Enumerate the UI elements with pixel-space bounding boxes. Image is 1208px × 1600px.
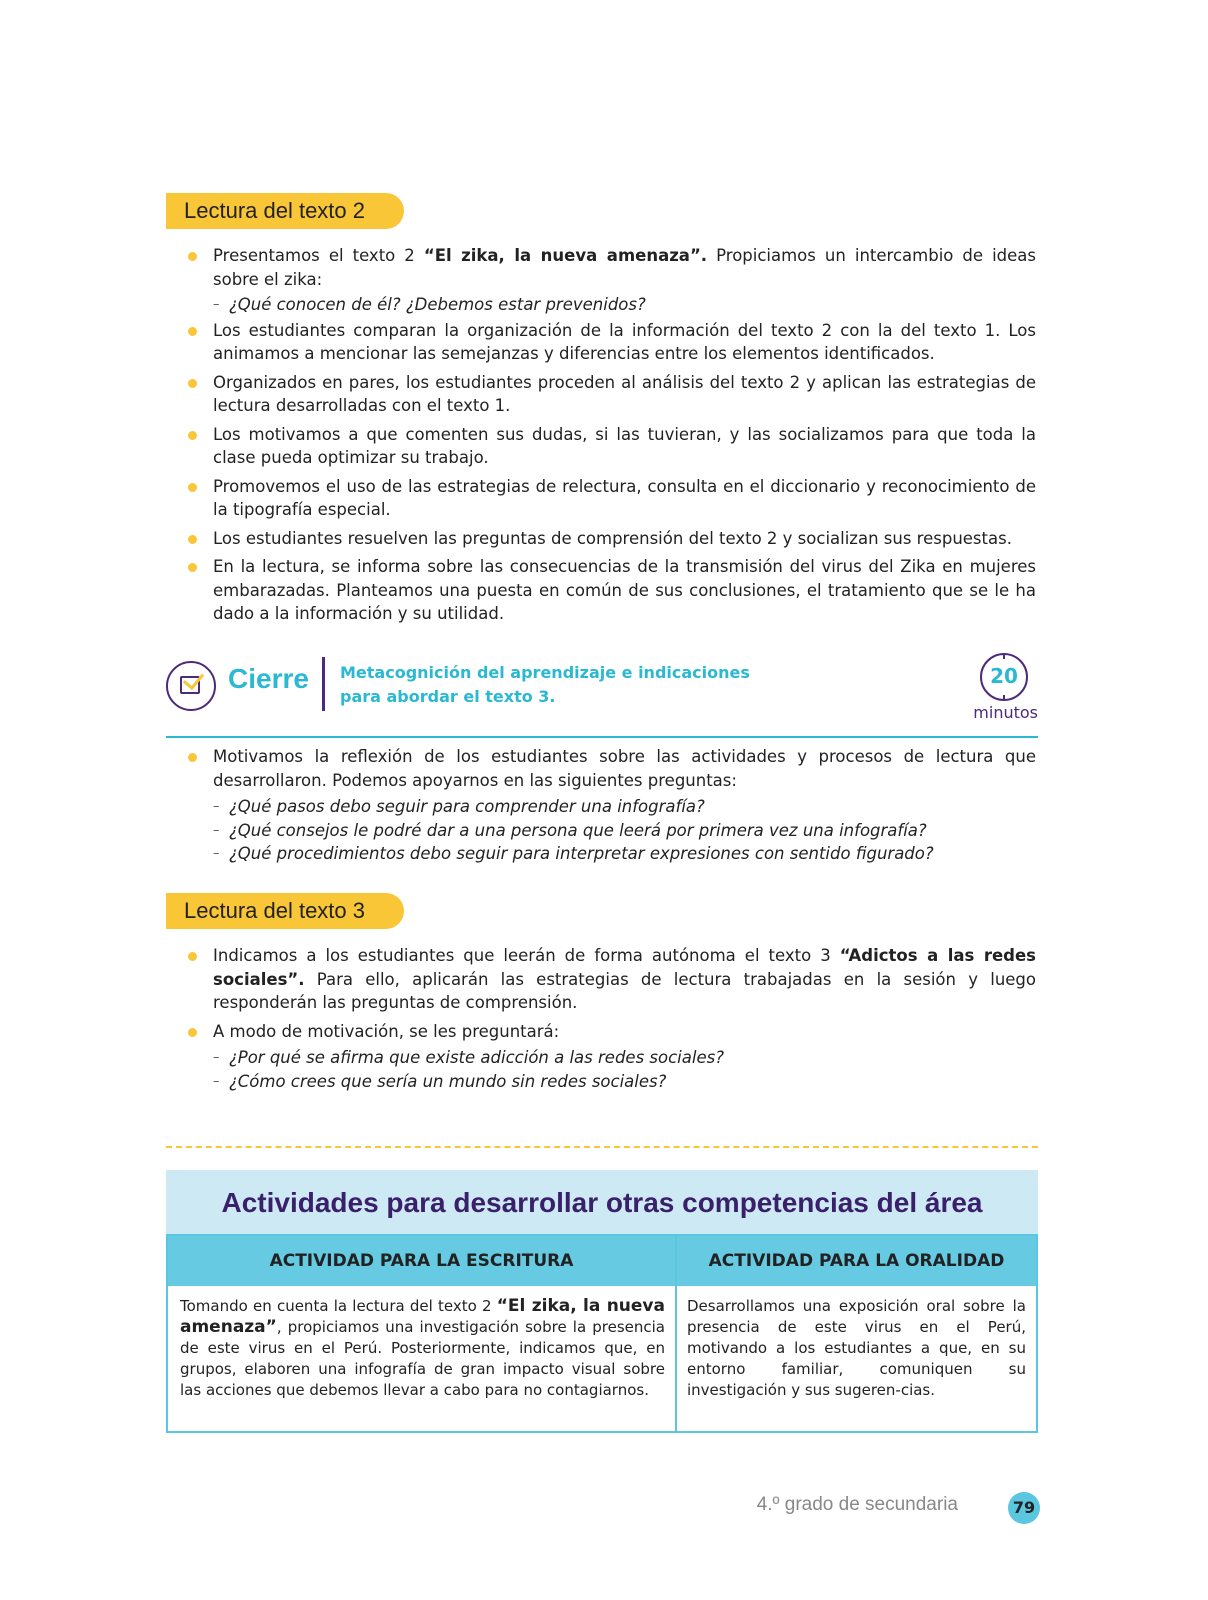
cierre-list bbox=[188, 745, 1036, 866]
section-tag-texto-2: Lectura del texto 2 bbox=[166, 193, 404, 229]
list-item: Los estudiantes comparan la organización de la información del texto 2 con la del texto 1. Los animamos a mencionar las semejanzas y diferencias entre los elementos identificados. bbox=[188, 319, 1036, 366]
list-item: Motivamos la reflexión de los estudiantes sobre las actividades y procesos de lectura que desarrollaron. Podemos apoyarnos en las siguientes preguntas: bbox=[188, 745, 1036, 792]
column-divider bbox=[675, 1236, 677, 1433]
divider bbox=[166, 736, 1038, 738]
list-item: Los motivamos a que comenten sus dudas, si las tuvieran, y las socializamos para que toda la clase pueda optimizar su trabajo. bbox=[188, 423, 1036, 470]
list-item: Promovemos el uso de las estrategias de relectura, consulta en el diccionario y reconocimiento de la tipografía especial. bbox=[188, 475, 1036, 522]
list-item: A modo de motivación, se les preguntará: bbox=[188, 1020, 1036, 1044]
question: – ¿Qué conocen de él? ¿Debemos estar prevenidos? bbox=[213, 293, 1036, 317]
activities-box bbox=[166, 1170, 1038, 1433]
list-item: Los estudiantes resuelven las preguntas de comprensión del texto 2 y socializan sus respuestas. bbox=[188, 527, 1036, 551]
checkbox-icon bbox=[166, 661, 216, 711]
cell-escritura: Tomando en cuenta la lectura del texto 2 “El zika, la nueva amenaza”, propiciamos una investigación sobre la presencia de este virus en el Perú. Posteriormente, indicamos que, en grupos, elaboren una infografía de gran impacto visual sobre las acciones que debemos llevar a cabo para no contagiarnos. bbox=[180, 1296, 665, 1399]
timer-icon: 20 bbox=[980, 653, 1028, 701]
column-header-oralidad: ACTIVIDAD PARA LA ORALIDAD bbox=[677, 1236, 1036, 1286]
activities-table bbox=[166, 1234, 1038, 1433]
texto-2-list bbox=[188, 244, 1036, 631]
list-item: Organizados en pares, los estudiantes proceden al análisis del texto 2 y aplican las estrategias de lectura desarrolladas con el texto 1. bbox=[188, 371, 1036, 418]
column-header-escritura: ACTIVIDAD PARA LA ESCRITURA bbox=[168, 1236, 675, 1286]
question: – ¿Qué procedimientos debo seguir para interpretar expresiones con sentido figurado? bbox=[213, 842, 1036, 866]
list-item: Indicamos a los estudiantes que leerán de forma autónoma el texto 3 “Adictos a las redes sociales”. Para ello, aplicarán las estrategias de lectura trabajadas en la sesión y luego responderán las preguntas de comprensión. bbox=[188, 944, 1036, 1015]
cierre-header bbox=[166, 657, 1038, 752]
cierre-description: Metacognición del aprendizaje e indicaciones para abordar el texto 3. bbox=[340, 663, 750, 706]
question: – ¿Por qué se afirma que existe adicción a las redes sociales? bbox=[213, 1046, 1036, 1070]
texto-3-list bbox=[188, 944, 1036, 1093]
cell-oralidad: Desarrollamos una exposición oral sobre la presencia de este virus en el Perú, motivando a los estudiantes a que, en su entorno familiar, comuniquen su investigación y sus sugeren-cias. bbox=[687, 1297, 1026, 1399]
page-number: 79 bbox=[1008, 1492, 1040, 1524]
question: – ¿Cómo crees que sería un mundo sin redes sociales? bbox=[213, 1070, 1036, 1094]
cierre-title: Cierre bbox=[228, 663, 309, 694]
activities-title: Actividades para desarrollar otras competencias del área bbox=[166, 1170, 1038, 1234]
footer-grade: 4.º grado de secundaria bbox=[756, 1494, 958, 1515]
list-item: En la lectura, se informa sobre las consecuencias de la transmisión del virus del Zika en mujeres embarazadas. Planteamos una puesta en común de sus conclusiones, el tratamiento que se le ha dado a la información y su utilidad. bbox=[188, 555, 1036, 626]
section-tag-texto-3: Lectura del texto 3 bbox=[166, 893, 404, 929]
timer-unit: minutos bbox=[973, 703, 1038, 722]
list-item: Presentamos el texto 2 “El zika, la nueva amenaza”. Propiciamos un intercambio de ideas sobre el zika: bbox=[188, 244, 1036, 291]
question: – ¿Qué pasos debo seguir para comprender una infografía? bbox=[213, 795, 1036, 819]
dashed-divider bbox=[166, 1146, 1038, 1148]
divider bbox=[322, 657, 325, 711]
question: – ¿Qué consejos le podré dar a una persona que leerá por primera vez una infografía? bbox=[213, 819, 1036, 843]
